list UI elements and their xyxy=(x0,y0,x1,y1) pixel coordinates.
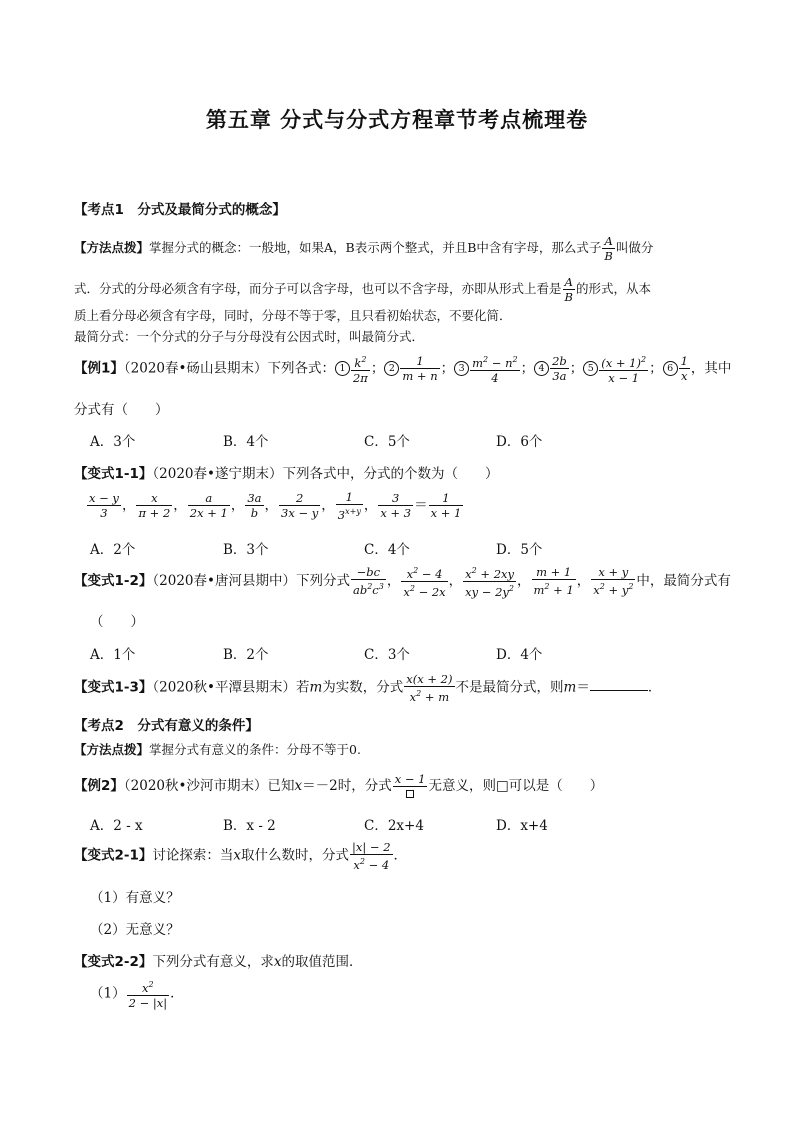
option-d: D．4个 xyxy=(496,647,543,663)
variant-1-2-line-2: （ ） xyxy=(90,614,144,630)
variant-2-1-q1: （1）有意义？ xyxy=(90,890,180,906)
variant-2-2-q1: （1） $\frac{x^2}{2 - |x|}$ ． xyxy=(90,980,184,1010)
blank-box-icon xyxy=(406,790,414,798)
method-note-2: 【方法点拨】掌握分式有意义的条件：分母不等于0. xyxy=(74,742,361,757)
fraction-a-over-b: $\frac{A}{B}$ xyxy=(604,234,613,263)
variant-1-1-expressions: $\frac{x - y}{3}$ ， $\frac{x}{\pi + 2}$ ， $\frac{a}{2x + 1}$ ， $\frac{3a}{b}$ ， $\frac{2}{3x - y}$ ， $\frac{1}{3^{x+y}}$ ， $\frac{3}{x + 3}$ ＝ $\frac{1}{x + 1}$ xyxy=(89,490,462,522)
option-d: D．x+4 xyxy=(496,818,548,834)
method-note-1-line-3: 质上看分母必须含有字母，同时，分母不等于零，且只看初始状态，不要化简． xyxy=(74,308,512,323)
method-note-1-line-2: 式．分式的分母必须含有字母，而分子可以含字母，也可以不含字母，亦即从形式上看是 $\frac{A}{B}$ 的形式，从本 xyxy=(74,275,651,304)
option-c: C．3个 xyxy=(364,647,410,663)
option-d: D．5个 xyxy=(496,542,543,558)
option-c: C．2x+4 xyxy=(364,818,424,834)
option-a: A．2 - x xyxy=(90,818,143,834)
page-title: 第五章 分式与分式方程章节考点梳理卷 xyxy=(205,108,589,132)
option-d: D．6个 xyxy=(496,434,543,450)
example-2: 【例2】（2020秋•沙河市期末）已知x＝－2时，分式 x − 1 无意义，则□可以是（ ） xyxy=(74,772,603,801)
option-b: B．2个 xyxy=(223,647,269,663)
section-2-heading: 【考点2 分式有意义的条件】 xyxy=(74,718,259,734)
option-b: B．4个 xyxy=(223,434,269,450)
variant-2-1-q2: （2）无意义？ xyxy=(90,922,180,938)
variant-1-3: 【变式1-3】（2020秋•平潭县期末）若m为实数，分式 $\frac{x(x + 2)}{x^2 + m}$ 不是最简分式，则m＝ ． xyxy=(74,672,662,704)
variant-1-2: 【变式1-2】（2020春•唐河县期中）下列分式 $\frac{-bc}{ab^2c^3}$ ， $\frac{x^2 - 4}{x^2 - 2x}$ ， $\frac{x^2 + 2xy}{xy - 2y^2}$ ， $\frac{m + 1}{m^2 + 1}$ ， $\frac{x + y}{x^2 + y^2}$ 中，最简分式有 xyxy=(74,565,731,599)
option-a: A．3个 xyxy=(90,434,136,450)
option-b: B．x - 2 xyxy=(223,818,276,834)
example-1: 【例1】（2020春•砀山县期末）下列各式： 1 $\frac{k^2}{2\pi}$ ； 2 $\frac{1}{m + n}$ ； 3 $\frac{m^2 - n^2}{4}$ ； 4 $\frac{2b}{3a}$ ； 5 $\frac{(x + 1)^2}{x - 1}$ ； 6 $\frac{1}{x}$ ，其中 xyxy=(74,354,732,385)
fraction-a-over-b: $\frac{A}{B}$ xyxy=(564,275,573,304)
option-b: B．3个 xyxy=(223,542,269,558)
example-1-line-2: 分式有（ ） xyxy=(74,402,169,418)
option-c: C．4个 xyxy=(364,542,410,558)
variant-1-1: 【变式1-1】（2020春•遂宁期末）下列各式中，分式的个数为（ ） xyxy=(74,466,499,482)
answer-blank[interactable] xyxy=(590,690,648,691)
section-1-heading: 【考点1 分式及最简分式的概念】 xyxy=(74,202,286,218)
method-note-1-line-1: 【方法点拨】掌握分式的概念：一般地，如果A，B表示两个整式，并且B中含有字母，那么式子 $\frac{A}{B}$ 叫做分 xyxy=(74,234,654,263)
option-a: A．1个 xyxy=(90,647,136,663)
method-tag: 【方法点拨】 xyxy=(74,240,150,255)
variant-2-2: 【变式2-2】下列分式有意义，求x的取值范围． xyxy=(74,954,363,970)
option-c: C．5个 xyxy=(364,434,410,450)
option-a: A．2个 xyxy=(90,542,136,558)
variant-2-1: 【变式2-1】讨论探索：当x取什么数时，分式 $\frac{|x| - 2}{x^2 - 4}$ ． xyxy=(74,840,408,872)
method-note-1-line-4: 最简分式：一个分式的分子与分母没有公因式时，叫最简分式． xyxy=(74,329,425,344)
